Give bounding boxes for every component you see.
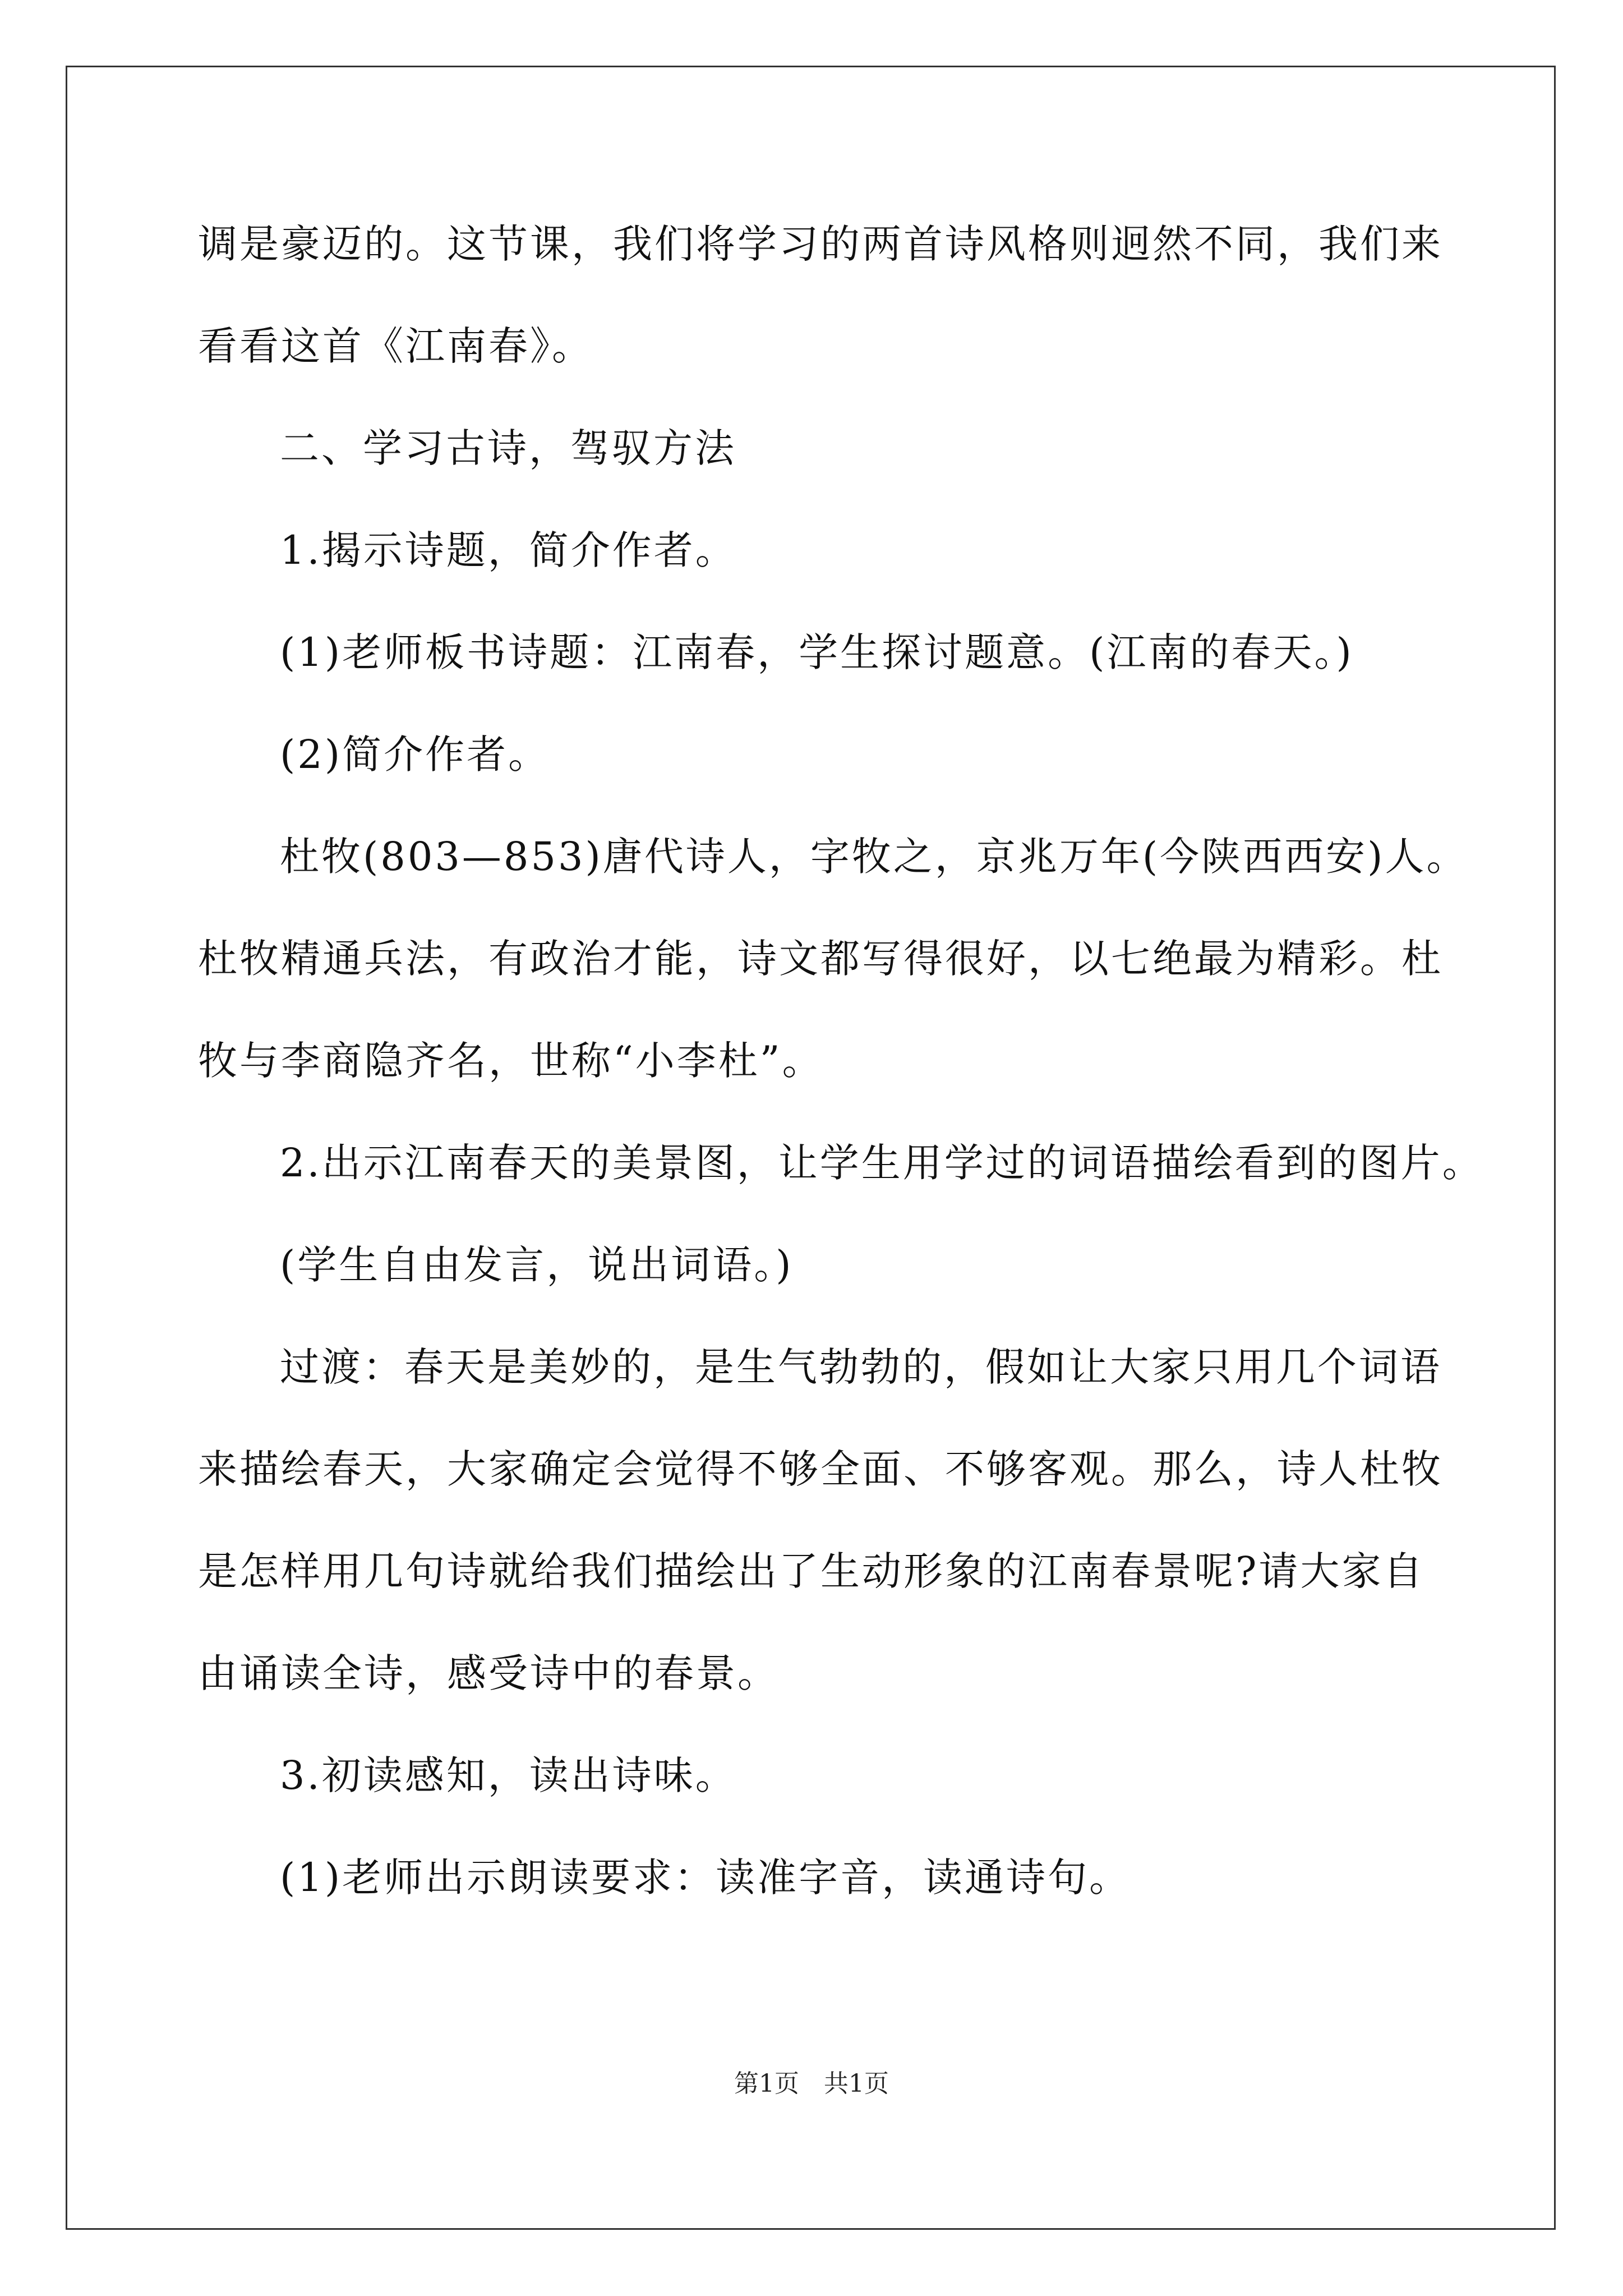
text-line: 来描绘春天，大家确定会觉得不够全面、不够客观。那么，诗人杜牧 bbox=[198, 1446, 1443, 1492]
text-line: 3.初读感知，读出诗味。 bbox=[280, 1752, 737, 1798]
text-line: 杜牧精通兵法，有政治才能，诗文都写得很好，以七绝最为精彩。杜 bbox=[198, 936, 1443, 982]
section-heading: 二、学习古诗，驾驭方法 bbox=[280, 425, 736, 471]
text-line: (学生自由发言，说出词语。) bbox=[280, 1242, 794, 1288]
text-line: 看看这首《江南春》。 bbox=[198, 323, 593, 369]
text-line: 牧与李商隐齐名，世称“小李杜”。 bbox=[198, 1038, 824, 1084]
text-line: (1)老师出示朗读要求：读准字音，读通诗句。 bbox=[280, 1855, 1131, 1901]
text-line: 杜牧(803—853)唐代诗人，字牧之，京兆万年(今陕西西安)人。 bbox=[280, 834, 1468, 880]
text-line: (2)简介作者。 bbox=[280, 731, 550, 777]
page-number-current: 第1页 bbox=[734, 2069, 799, 2098]
text-line: 调是豪迈的。这节课，我们将学习的两首诗风格则迥然不同，我们来 bbox=[198, 221, 1443, 267]
page-footer bbox=[0, 2067, 1623, 2101]
text-line: (1)老师板书诗题：江南春，学生探讨题意。(江南的春天。) bbox=[280, 629, 1354, 675]
text-line: 2.出示江南春天的美景图，让学生用学过的词语描绘看到的图片。 bbox=[280, 1140, 1484, 1186]
text-line: 过渡：春天是美妙的，是生气勃勃的，假如让大家只用几个词语 bbox=[280, 1344, 1442, 1390]
text-line: 由诵读全诗，感受诗中的春景。 bbox=[198, 1650, 779, 1696]
page-number-total: 共1页 bbox=[824, 2069, 889, 2098]
text-line: 是怎样用几句诗就给我们描绘出了生动形象的江南春景呢?请大家自 bbox=[198, 1548, 1425, 1594]
text-line: 1.揭示诗题，简介作者。 bbox=[280, 527, 737, 573]
